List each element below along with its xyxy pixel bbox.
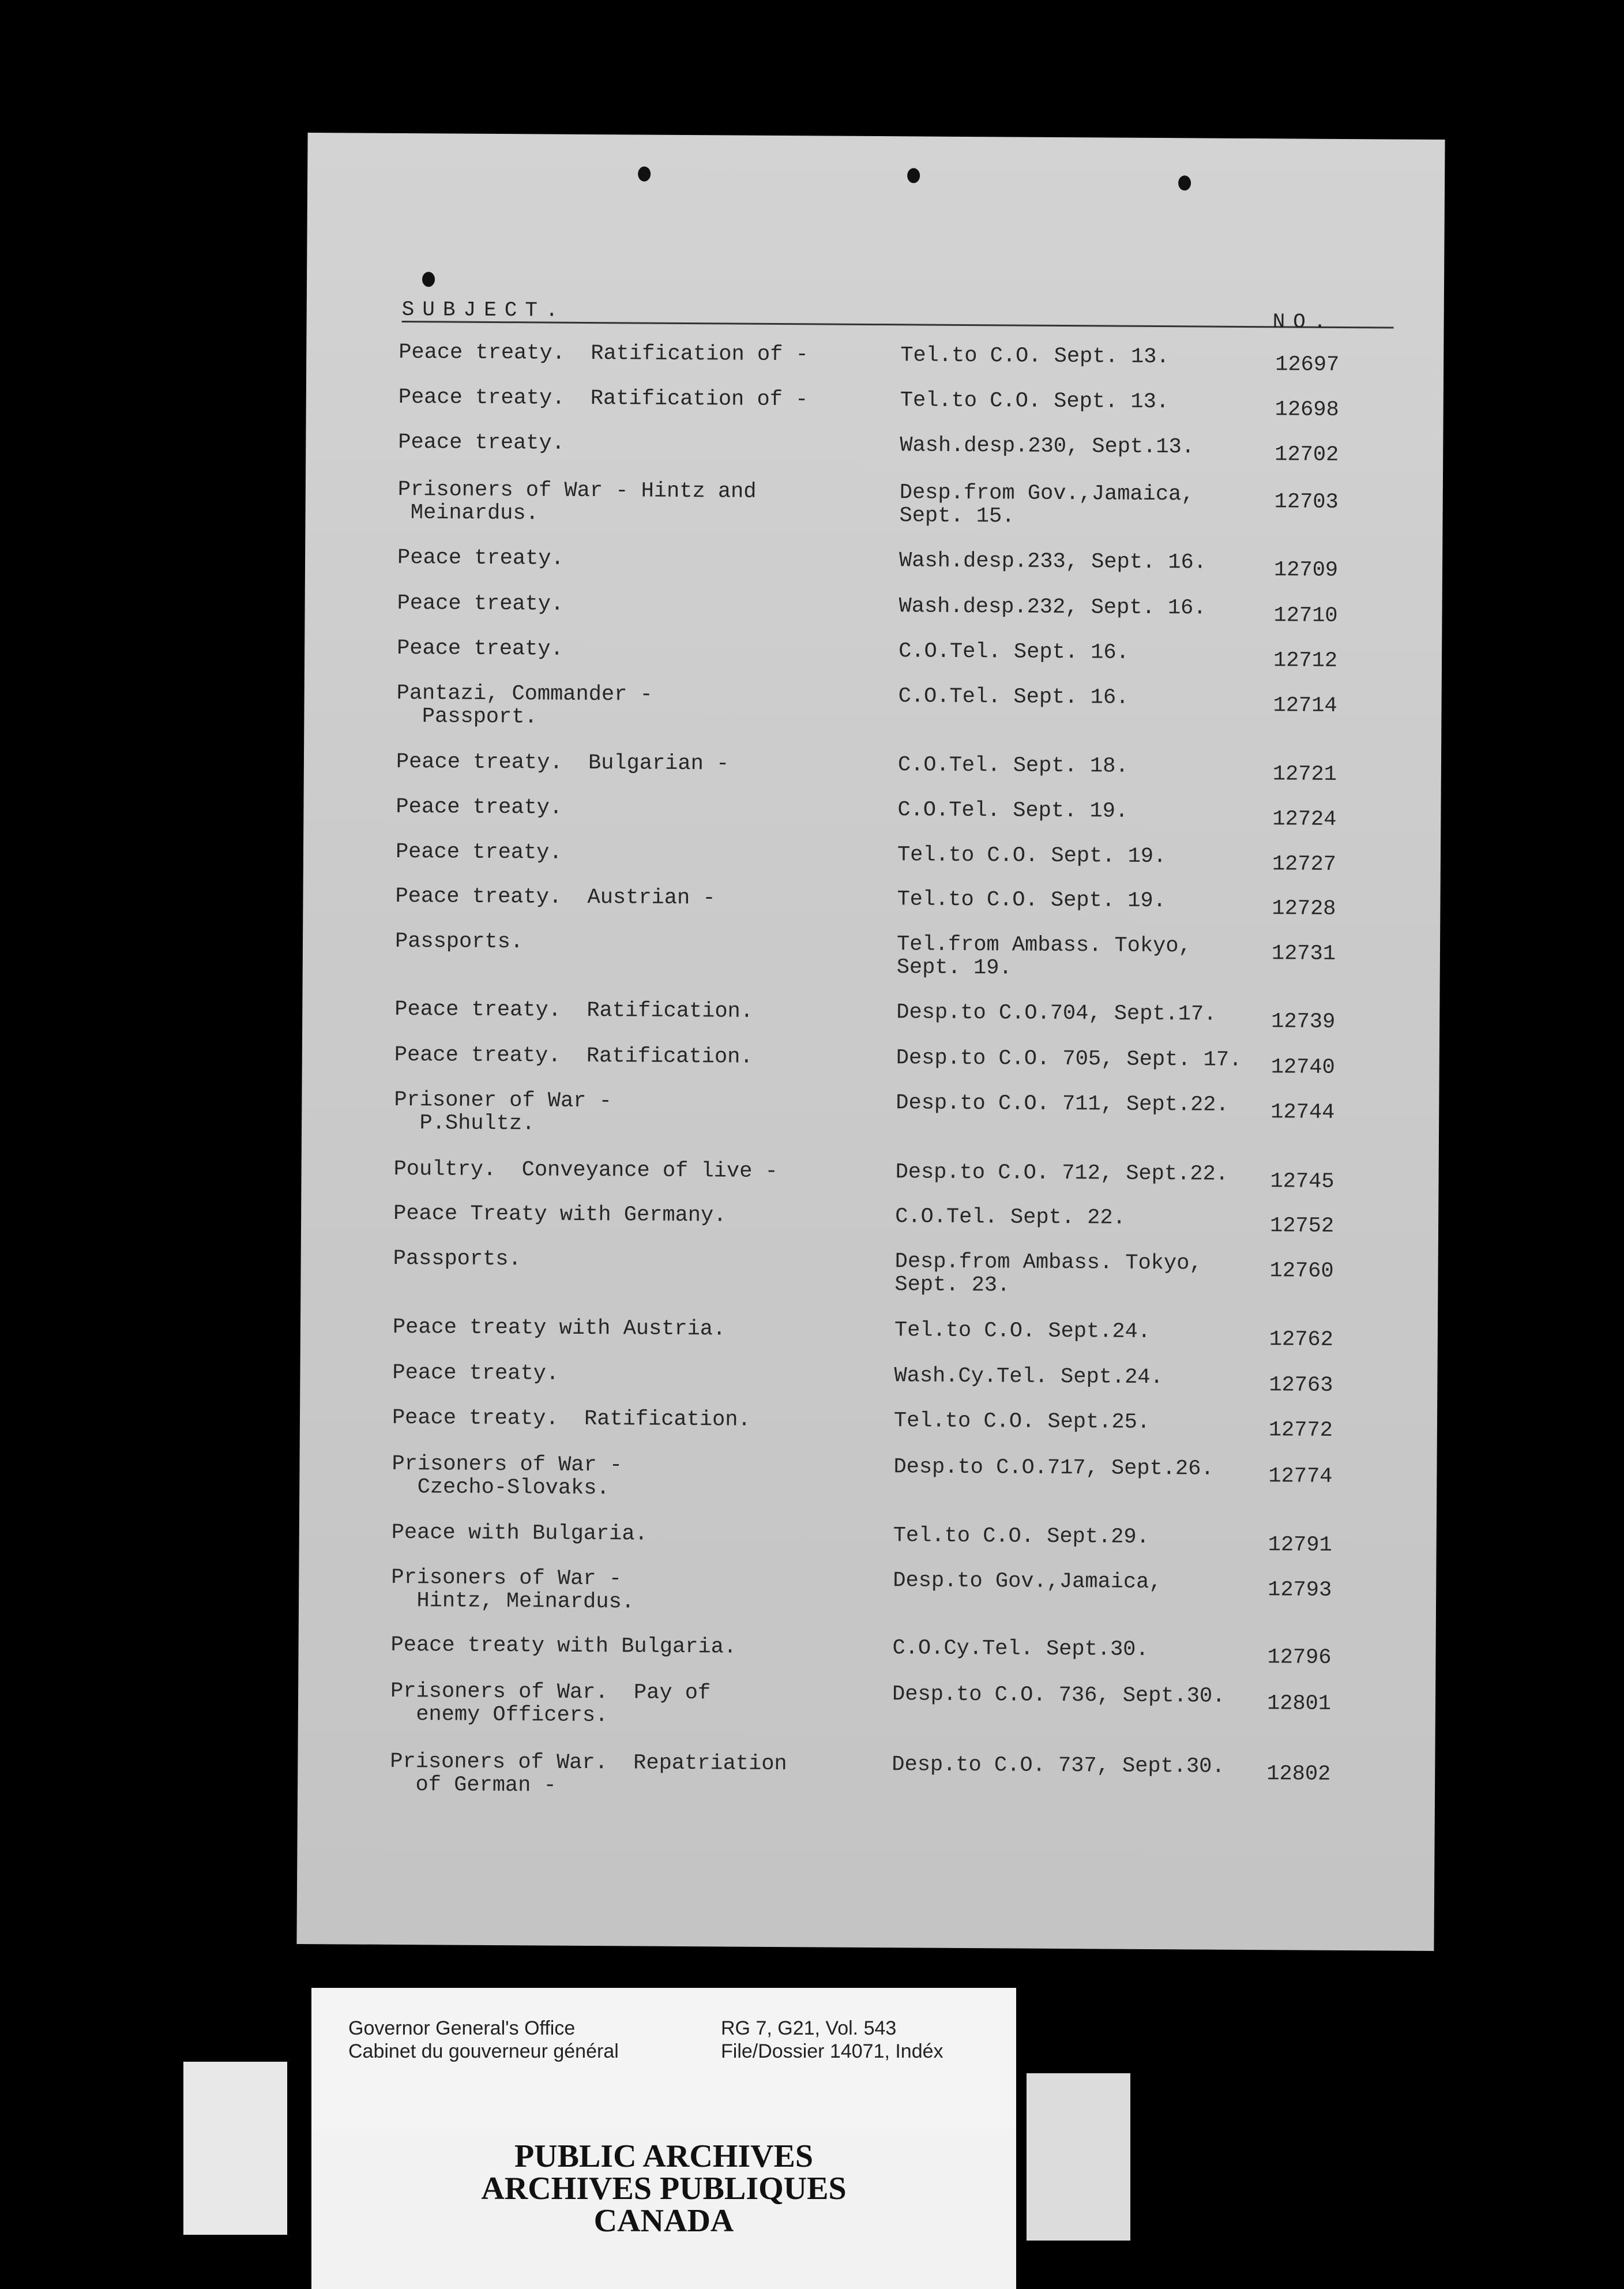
entry-reference: Desp.from Ambass. Tokyo, Sept. 23. [894,1249,1202,1298]
entry-reference: Wash.Cy.Tel. Sept.24. [894,1364,1163,1390]
entry-number: 12745 [1270,1169,1334,1194]
list-item [392,1360,1408,1398]
entry-number: 12710 [1273,603,1338,628]
entry-reference: Tel.from Ambass. Tokyo, Sept. 19. [896,932,1191,981]
entry-reference: Desp.from Gov.,Jamaica, Sept. 15. [899,481,1194,529]
entry-number: 12793 [1268,1578,1332,1603]
list-item [398,430,1413,467]
archives-stamp [311,2129,1016,2289]
office-name-english: Governor General's Office [348,2017,576,2039]
entry-subject: Poultry. Conveyance of live - [393,1157,778,1184]
list-item [392,1405,1407,1443]
entry-subject: Peace treaty. [396,794,563,820]
entry-subject: Peace treaty. [397,545,564,571]
entry-subject: Peace treaty. Austrian - [395,884,716,911]
entry-subject: Peace treaty. Ratification. [394,1042,753,1070]
list-item [398,385,1414,422]
entry-subject: Peace treaty with Bulgaria. [390,1633,737,1660]
stamp-line-french: ARCHIVES PUBLIQUES [481,2171,847,2207]
entry-reference: Wash.desp.233, Sept. 16. [899,549,1207,575]
entry-subject: Prisoners of War. Repatriation of German - [389,1749,787,1798]
punch-hole [1178,175,1191,190]
entry-number: 12796 [1267,1645,1332,1670]
subject-heading: SUBJECT. [401,298,566,322]
entry-number: 12714 [1273,693,1337,718]
entry-reference: C.O.Tel. Sept. 19. [897,798,1129,824]
entry-reference: C.O.Tel. Sept. 22. [895,1204,1126,1230]
entry-number: 12727 [1272,852,1337,877]
entry-subject: Passports. [394,929,524,955]
entry-reference: Tel.to C.O. Sept.25. [893,1409,1151,1435]
entry-subject: Peace treaty. Bulgarian - [396,749,730,776]
list-item [389,1749,1405,1798]
entry-subject: Peace treaty. Ratification of - [398,385,809,412]
file-reference: File/Dossier 14071, Indéx [721,2040,943,2062]
punch-hole [638,167,651,182]
entry-number: 12772 [1268,1418,1333,1443]
card-holder-left [183,2062,287,2235]
list-item [397,545,1412,583]
table-header [401,298,1394,334]
entry-number: 12712 [1273,648,1338,673]
card-holder-right [1027,2073,1130,2241]
entry-number: 12762 [1269,1327,1334,1352]
entry-number: 12709 [1273,558,1339,583]
entry-reference: Tel.to C.O. Sept.29. [893,1524,1149,1549]
entry-number: 12697 [1275,352,1340,377]
entry-number: 12791 [1268,1533,1332,1558]
list-item [393,1246,1408,1298]
entry-number: 12739 [1271,1010,1336,1034]
entry-reference: Tel.to C.O. Sept. 13. [900,388,1170,415]
list-item [394,929,1410,981]
entry-number: 12744 [1270,1100,1335,1125]
entry-number: 12802 [1266,1762,1331,1787]
list-item [393,1157,1409,1194]
entry-number: 12728 [1272,896,1336,921]
entry-subject: Peace Treaty with Germany. [393,1201,727,1228]
entry-number: 12774 [1268,1464,1333,1489]
list-item [392,1451,1407,1501]
entry-reference: Desp.to C.O.704, Sept.17. [896,1000,1217,1027]
entry-reference: Desp.to Gov.,Jamaica, [893,1568,1162,1595]
entry-reference: Desp.to C.O. 712, Sept.22. [895,1160,1229,1187]
entry-subject: Peace treaty. Ratification. [394,997,754,1024]
stamp-line-english: PUBLIC ARCHIVES [514,2138,814,2174]
entry-reference: C.O.Tel. Sept. 16. [898,684,1129,710]
list-item [396,794,1411,832]
entry-number: 12740 [1270,1055,1335,1080]
entry-reference: Wash.desp.232, Sept. 16. [899,594,1206,621]
entry-reference: Desp.to C.O. 736, Sept.30. [892,1682,1225,1709]
entry-number: 12760 [1269,1259,1334,1284]
list-item [392,1315,1408,1352]
entry-subject: Peace treaty. [397,591,564,617]
entry-number: 12801 [1266,1691,1332,1716]
entry-number: 12724 [1272,807,1337,832]
list-item [396,749,1411,787]
entry-reference: C.O.Tel. Sept. 16. [899,639,1129,665]
list-item [399,340,1414,377]
list-item [397,636,1412,673]
list-item [390,1565,1406,1615]
entry-reference: Tel.to C.O. Sept. 13. [900,343,1170,370]
archive-label-card [311,1988,1016,2144]
entry-subject: Passports. [393,1246,521,1272]
entry-subject: Peace treaty. [397,636,563,662]
office-name-french: Cabinet du gouverneur général [348,2040,619,2062]
list-item [390,1633,1406,1670]
entry-reference: Desp.to C.O. 737, Sept.30. [892,1753,1225,1779]
entry-number: 12763 [1269,1373,1333,1398]
entry-subject: Pantazi, Commander - Passport. [396,681,653,730]
entry-number: 12752 [1269,1214,1334,1239]
entry-subject: Prisoners of War - Hintz and Meinardus. [397,477,757,526]
entry-number: 12698 [1275,397,1339,422]
punch-hole [422,272,435,287]
record-group-reference: RG 7, G21, Vol. 543 [721,2017,897,2039]
entry-subject: Peace treaty with Austria. [392,1315,726,1342]
entry-number: 12721 [1272,762,1337,787]
entry-reference: Tel.to C.O. Sept.24. [894,1318,1151,1344]
list-item [397,477,1413,529]
list-item [395,884,1411,921]
entry-reference: Tel.to C.O. Sept. 19. [897,843,1167,869]
document-page [296,133,1445,1951]
entry-reference: Desp.to C.O.717, Sept.26. [893,1455,1214,1481]
number-heading: NO. [1272,310,1334,334]
entry-number: 12731 [1271,941,1336,966]
entry-reference: C.O.Tel. Sept. 18. [897,753,1129,779]
list-item [395,839,1411,877]
entry-subject: Prisoners of War - Czecho-Slovaks. [392,1451,623,1501]
entry-subject: Peace treaty. [392,1360,559,1386]
entry-number: 12703 [1274,490,1339,515]
entry-reference: Tel.to C.O. Sept. 19. [897,887,1166,914]
entry-subject: Prisoner of War - P.Shultz. [393,1087,612,1136]
list-item [396,681,1412,730]
entry-subject: Peace treaty. Ratification. [392,1405,751,1432]
entry-subject: Peace with Bulgaria. [391,1520,648,1547]
punch-hole [907,168,920,183]
entry-number: 12702 [1275,442,1339,467]
list-item [393,1201,1408,1239]
entry-subject: Peace treaty. [395,839,562,865]
list-item [393,1087,1409,1136]
entry-subject: Prisoners of War. Pay of enemy Officers. [390,1679,711,1728]
list-item [397,591,1412,628]
entry-reference: Desp.to C.O. 711, Sept.22. [896,1091,1229,1117]
stamp-line-country: CANADA [593,2203,734,2239]
entry-reference: C.O.Cy.Tel. Sept.30. [892,1636,1149,1662]
entry-reference: Desp.to C.O. 705, Sept. 17. [896,1046,1242,1072]
entry-subject: Peace treaty. [398,430,565,456]
list-item [394,1042,1409,1080]
entry-subject: Peace treaty. Ratification of - [399,340,809,367]
list-item [394,997,1409,1034]
list-item [390,1679,1405,1728]
entry-reference: Wash.desp.230, Sept.13. [900,433,1195,460]
list-item [391,1520,1407,1558]
entry-subject: Prisoners of War - Hintz, Meinardus. [390,1565,635,1615]
